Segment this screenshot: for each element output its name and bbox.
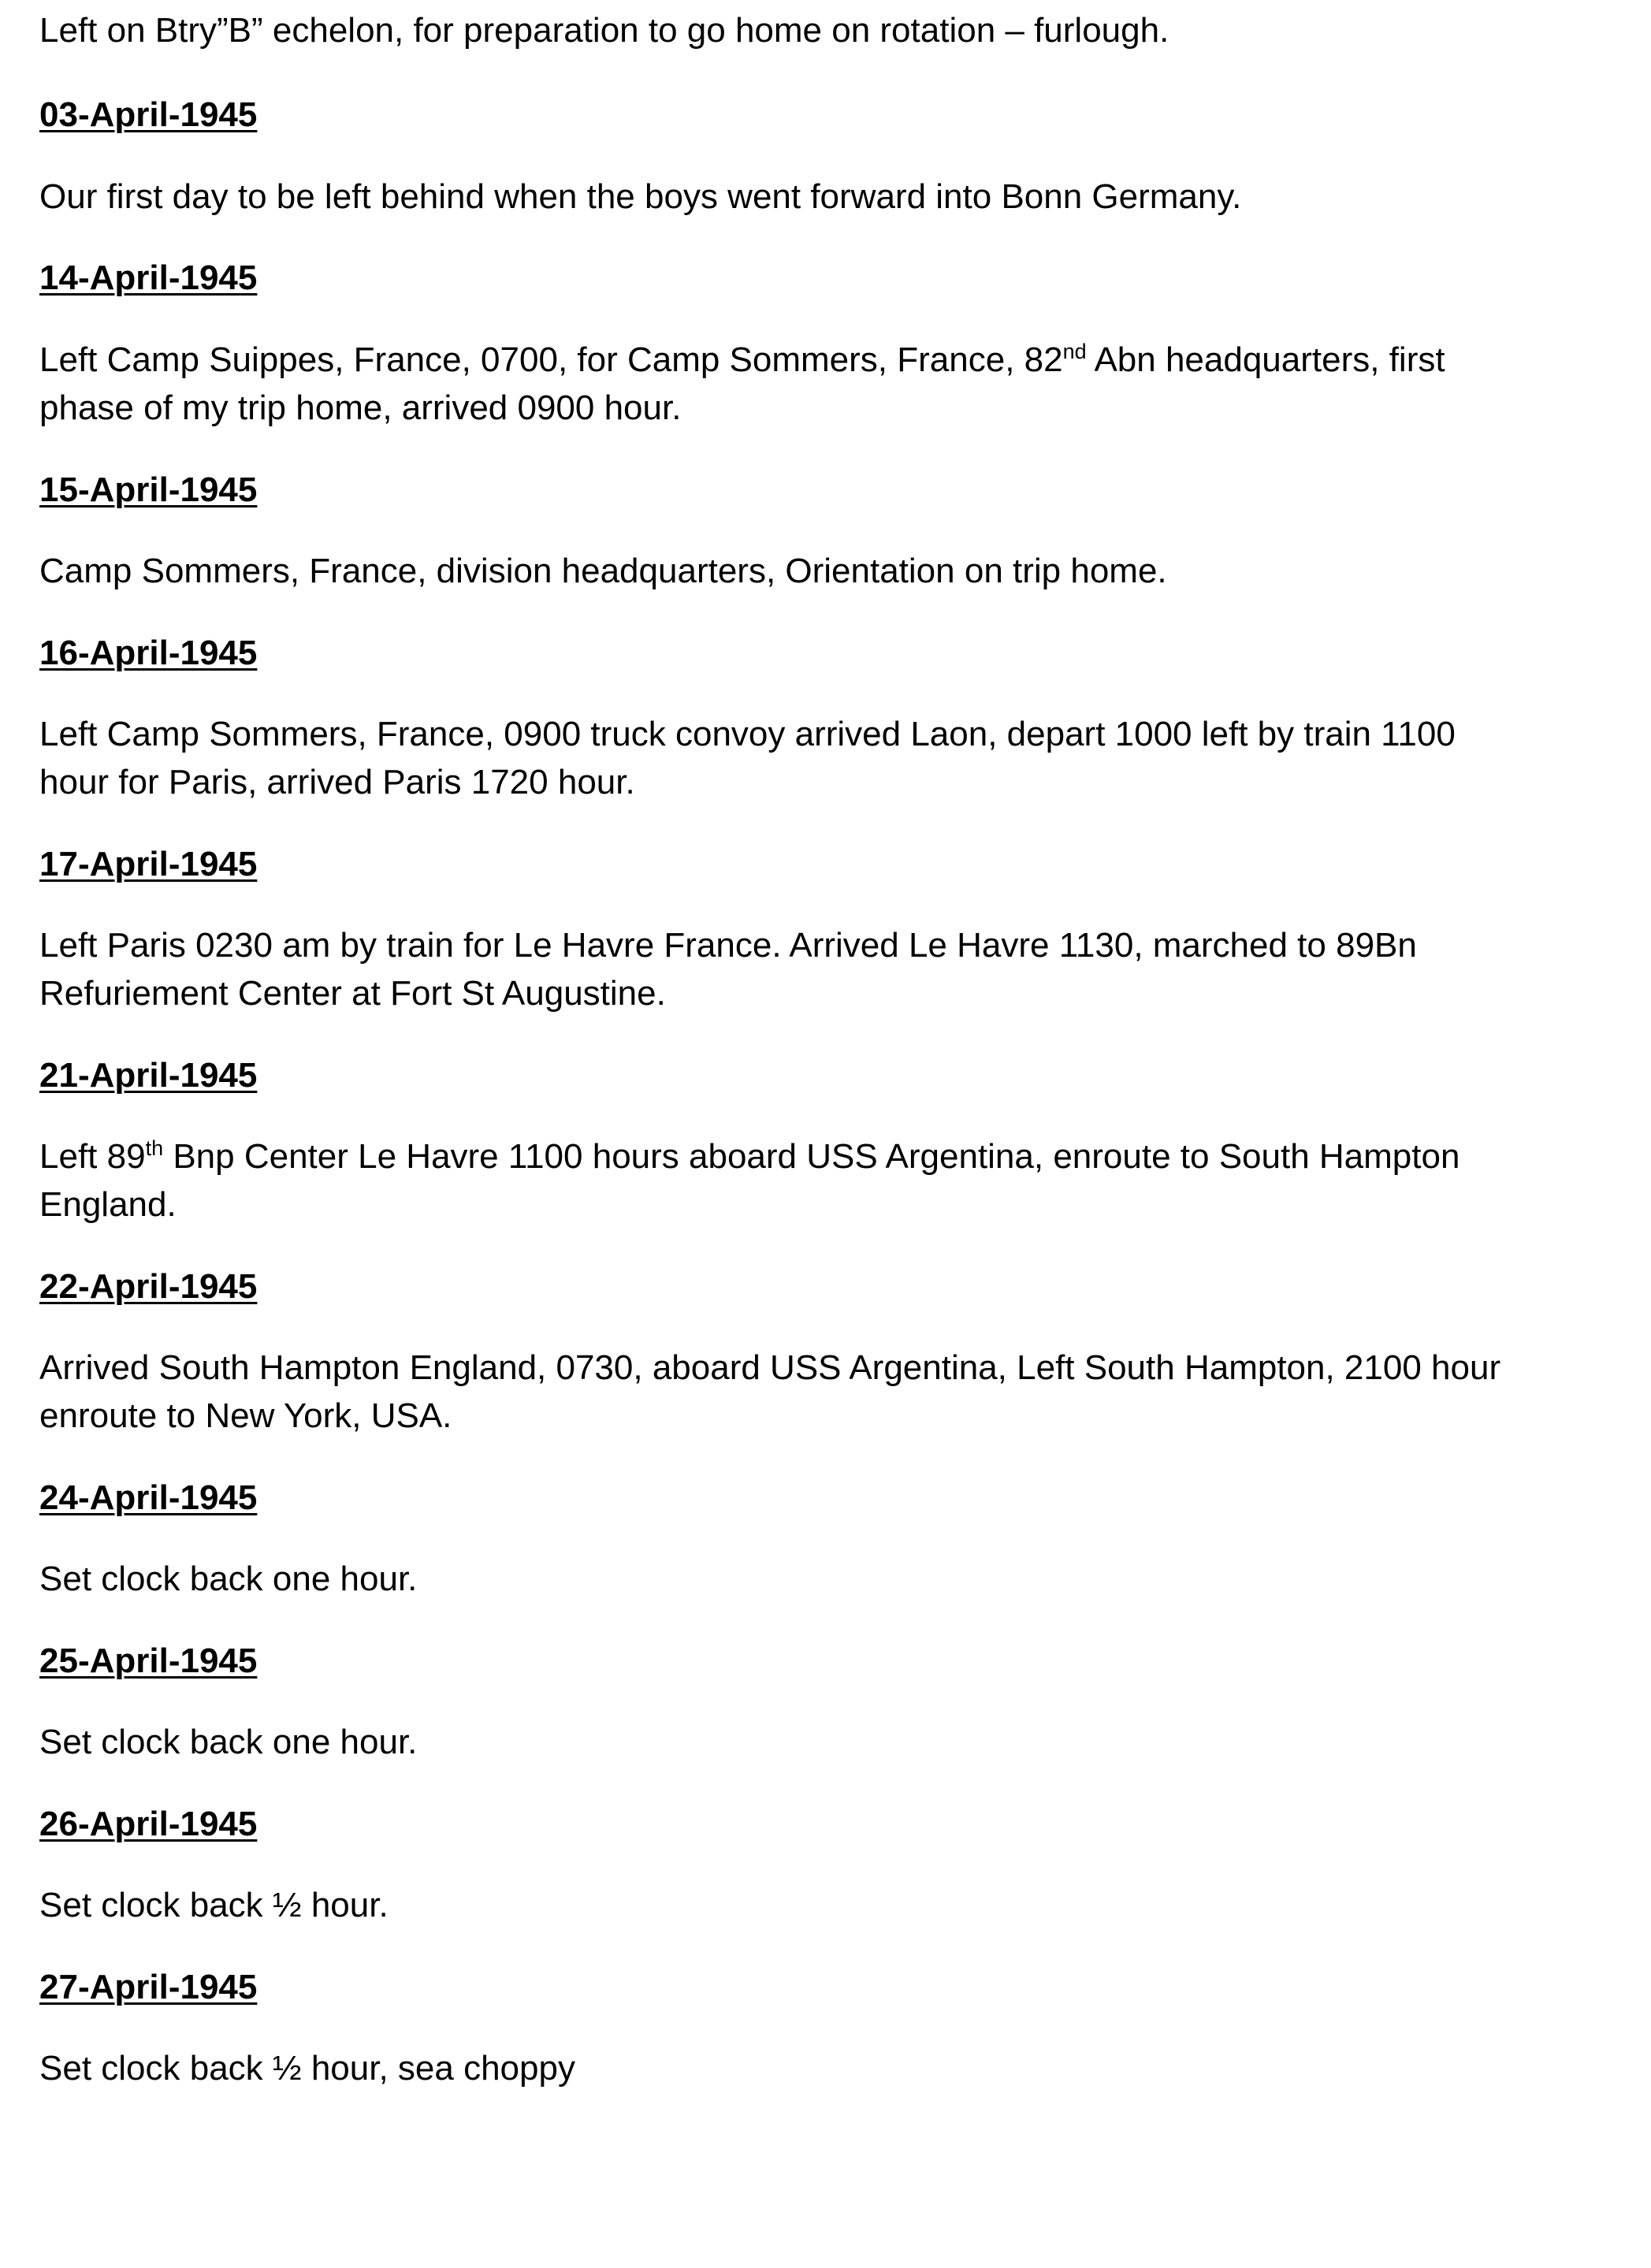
ordinal-suffix: th xyxy=(145,1136,164,1160)
entry-text xyxy=(39,336,1445,384)
entry-text-part: Abn headquarters, first xyxy=(1086,340,1445,379)
entry-date: 14-April-1945 xyxy=(39,258,258,297)
entry-text-part: Left Camp Suippes, France, 0700, for Camp Sommers, France, 82 xyxy=(39,340,1063,379)
entry-text-line2: Refuriement Center at Fort St Augustine. xyxy=(39,974,666,1013)
entry-date: 27-April-1945 xyxy=(39,1968,258,2006)
entry-date: 17-April-1945 xyxy=(39,845,258,883)
entry-date: 21-April-1945 xyxy=(39,1056,258,1095)
entry-date: 16-April-1945 xyxy=(39,634,258,672)
entry-text: Set clock back one hour. xyxy=(39,1560,418,1598)
entry-text-part: Bnp Center Le Havre 1100 hours aboard USS Argentina, enroute to South Hampton xyxy=(163,1137,1460,1176)
entry-text-line2: enroute to New York, USA. xyxy=(39,1396,452,1435)
entry-text: Set clock back ½ hour. xyxy=(39,1886,389,1924)
entry-text: Set clock back ½ hour, sea choppy xyxy=(39,2049,575,2088)
entry-text-line1: Left Paris 0230 am by train for Le Havre France. Arrived Le Havre 1130, marched to 89Bn xyxy=(39,926,1417,965)
entry-text-line2: hour for Paris, arrived Paris 1720 hour. xyxy=(39,763,635,801)
entry-text: Set clock back one hour. xyxy=(39,1723,418,1761)
entry-text-line2: phase of my trip home, arrived 0900 hour. xyxy=(39,389,682,427)
ordinal-suffix: nd xyxy=(1062,340,1087,363)
entry-text-part: Left 89 xyxy=(39,1137,146,1176)
entry-date: 24-April-1945 xyxy=(39,1478,258,1517)
entry-text xyxy=(39,1132,1459,1180)
entry-date: 22-April-1945 xyxy=(39,1267,258,1306)
entry-date: 25-April-1945 xyxy=(39,1642,258,1680)
entry-date: 26-April-1945 xyxy=(39,1805,258,1843)
entry-text-line2: England. xyxy=(39,1185,177,1224)
entry-text-line1: Left Camp Sommers, France, 0900 truck convoy arrived Laon, depart 1000 left by train 1100 xyxy=(39,715,1456,753)
entry-date: 15-April-1945 xyxy=(39,470,258,509)
entry-text-line1: Arrived South Hampton England, 0730, aboard USS Argentina, Left South Hampton, 2100 hour xyxy=(39,1348,1501,1387)
intro-text: Left on Btry”B” echelon, for preparation to go home on rotation – furlough. xyxy=(39,11,1169,50)
entry-text: Camp Sommers, France, division headquarters, Orientation on trip home. xyxy=(39,552,1167,590)
entry-text: Our first day to be left behind when the boys went forward into Bonn Germany. xyxy=(39,177,1242,216)
entry-date: 03-April-1945 xyxy=(39,95,258,134)
